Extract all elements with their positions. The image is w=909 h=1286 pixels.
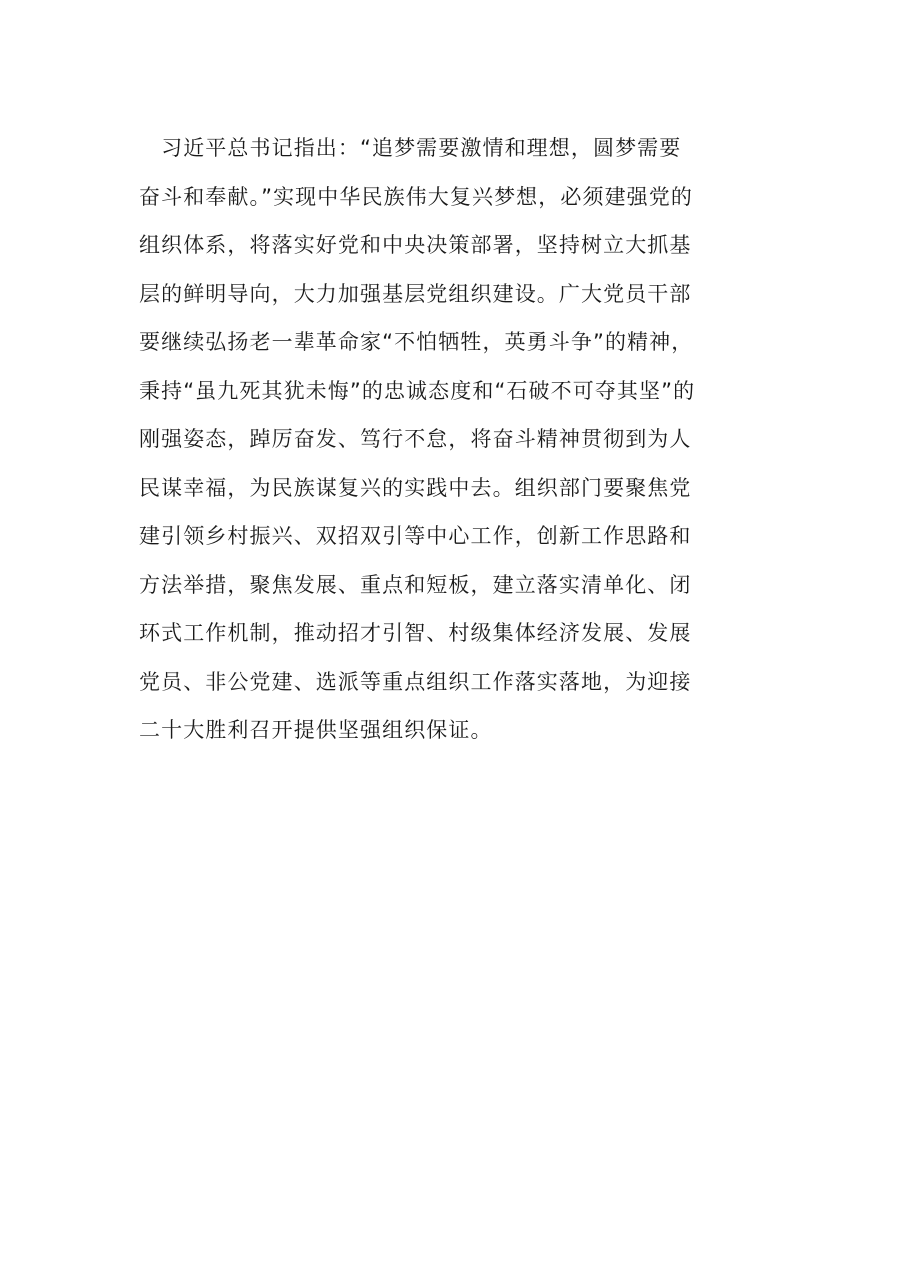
text-line: 党员、非公党建、选派等重点组织工作落实落地，为迎接 xyxy=(139,669,692,694)
text-line: 习近平总书记指出：“追梦需要激情和理想，圆梦需要 xyxy=(139,136,682,160)
text-line: 民谋幸福，为民族谋复兴的实践中去。组织部门要聚焦党 xyxy=(139,475,692,500)
text-line: 层的鲜明导向，大力加强基层党组织建设。广大党员干部 xyxy=(139,281,692,306)
text-line: 二十大胜利召开提供坚强组织保证。 xyxy=(139,718,493,742)
text-line: 方法举措，聚焦发展、重点和短板，建立落实清单化、闭 xyxy=(139,572,692,597)
text-line: 环式工作机制，推动招才引智、村级集体经济发展、发展 xyxy=(139,621,692,645)
text-line: 组织体系，将落实好党和中央决策部署，坚持树立大抓基 xyxy=(139,233,692,257)
text-line: 要继续弘扬老一辈革命家“不怕牺牲，英勇斗争”的精神， xyxy=(139,330,694,354)
text-line: 秉持“虽九死其犹未悔”的忠诚态度和“石破不可夺其坚”的 xyxy=(139,378,696,403)
text-line: 奋斗和奉献。”实现中华民族伟大复兴梦想，必须建强党的 xyxy=(139,184,693,209)
text-line: 建引领乡村振兴、双招双引等中心工作，创新工作思路和 xyxy=(139,524,692,548)
text-line: 刚强姿态，踔厉奋发、笃行不怠，将奋斗精神贯彻到为人 xyxy=(139,427,692,451)
body-paragraph xyxy=(139,124,779,755)
